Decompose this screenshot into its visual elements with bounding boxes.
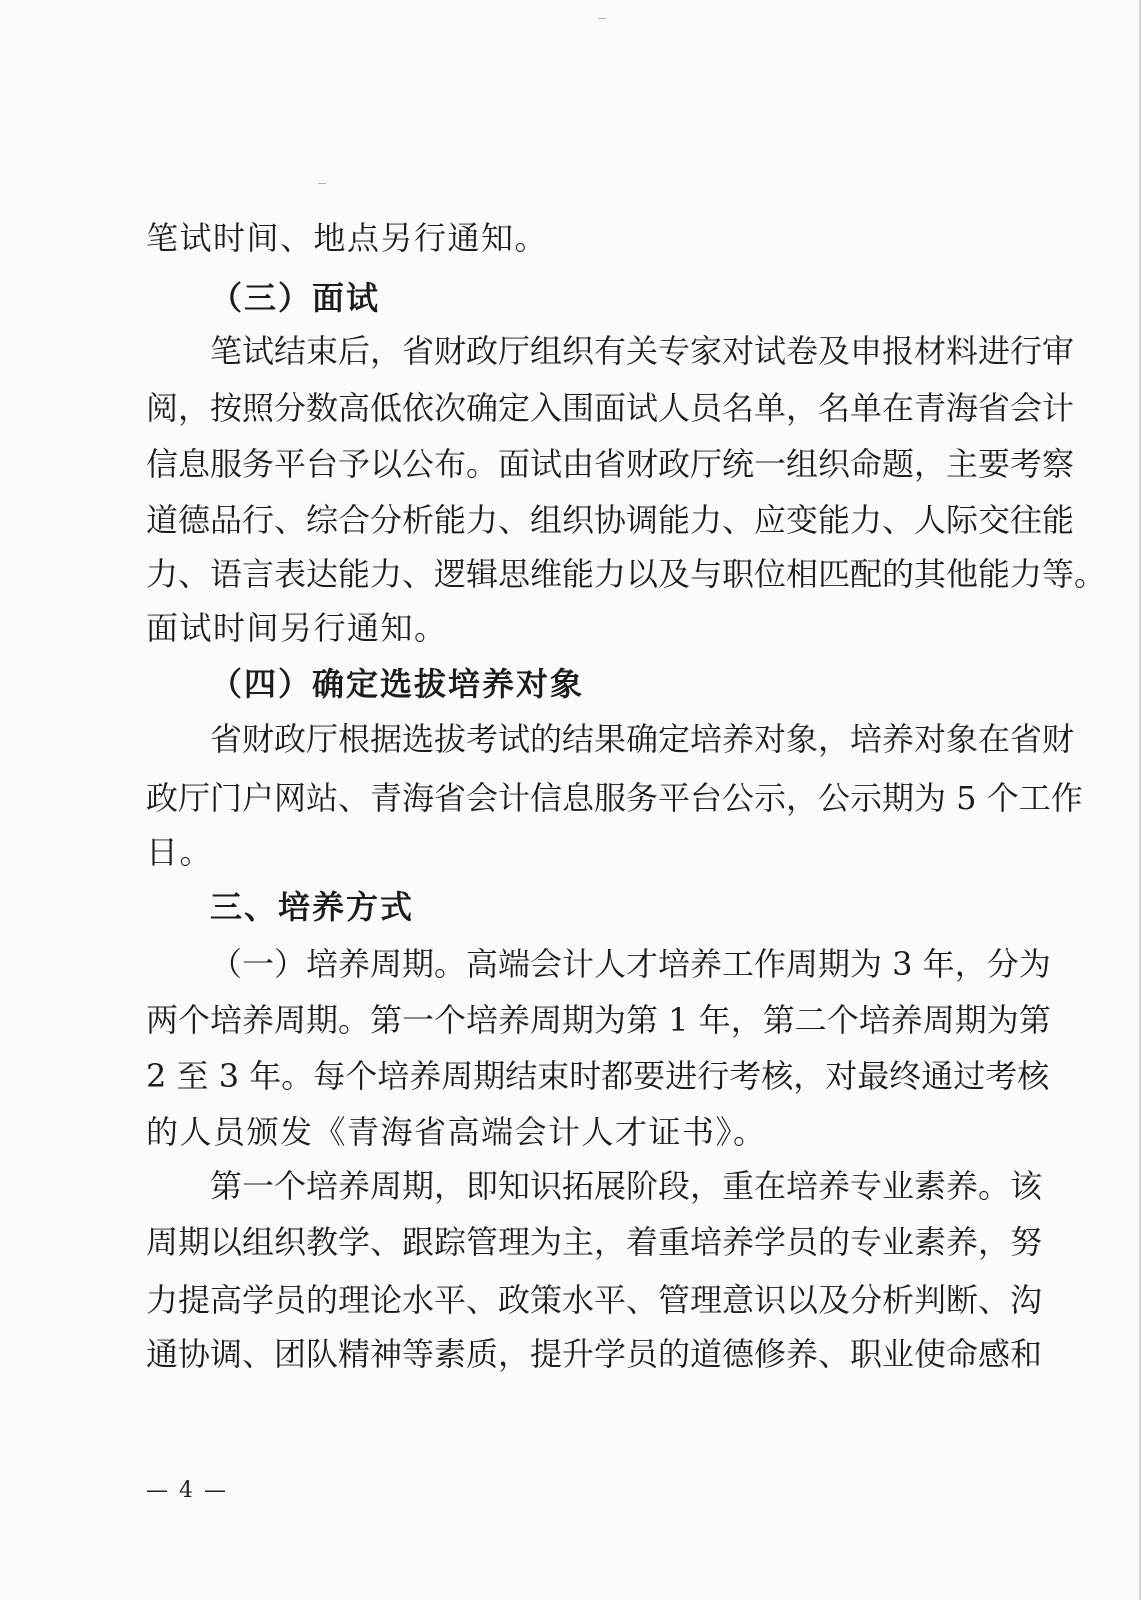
- body-line: 力、语言表达能力、逻辑思维能力以及与职位相匹配的其他能力等。: [146, 555, 1107, 593]
- body-line: 日。: [146, 833, 214, 871]
- section-heading-selection: （四）确定选拔培养对象: [210, 665, 585, 703]
- body-line: 笔试结束后，省财政厅组织有关专家对试卷及申报材料进行审: [210, 332, 1075, 370]
- body-line: 第一个培养周期，即知识拓展阶段，重在培养专业素养。该: [210, 1167, 1043, 1205]
- body-line: 力提高学员的理论水平、政策水平、管理意识以及分析判断、沟: [146, 1281, 1043, 1319]
- body-line: 政厅门户网站、青海省会计信息服务平台公示，公示期为 5 个工作: [146, 779, 1083, 817]
- scan-mark: [318, 183, 326, 184]
- body-line: 通协调、团队精神等素质，提升学员的道德修养、职业使命感和: [146, 1335, 1043, 1373]
- body-line: 道德品行、综合分析能力、组织协调能力、应变能力、人际交往能: [146, 501, 1075, 539]
- body-line: 信息服务平台予以公布。面试由省财政厅统一组织命题，主要考察: [146, 445, 1075, 483]
- body-line: 2 至 3 年。每个培养周期结束时都要进行考核，对最终通过考核: [146, 1057, 1050, 1095]
- scan-mark: [598, 18, 606, 19]
- body-line: （一）培养周期。高端会计人才培养工作周期为 3 年，分为: [210, 945, 1051, 983]
- body-line: 的人员颁发《青海省高端会计人才证书》。: [146, 1113, 767, 1151]
- page-number: — 4 —: [146, 1478, 228, 1503]
- body-line: 两个培养周期。第一个培养周期为第 1 年，第二个培养周期为第: [146, 1001, 1051, 1039]
- body-line: 笔试时间、地点另行通知。: [146, 219, 549, 257]
- body-line: 周期以组织教学、跟踪管理为主，着重培养学员的专业素养，努: [146, 1223, 1043, 1261]
- section-heading-interview: （三）面试: [210, 279, 381, 317]
- body-line: 面试时间另行通知。: [146, 609, 448, 647]
- body-line: 阅，按照分数高低依次确定入围面试人员名单，名单在青海省会计: [146, 389, 1075, 427]
- section-heading-training-method: 三、培养方式: [210, 888, 415, 926]
- body-line: 省财政厅根据选拔考试的结果确定培养对象，培养对象在省财: [210, 720, 1075, 758]
